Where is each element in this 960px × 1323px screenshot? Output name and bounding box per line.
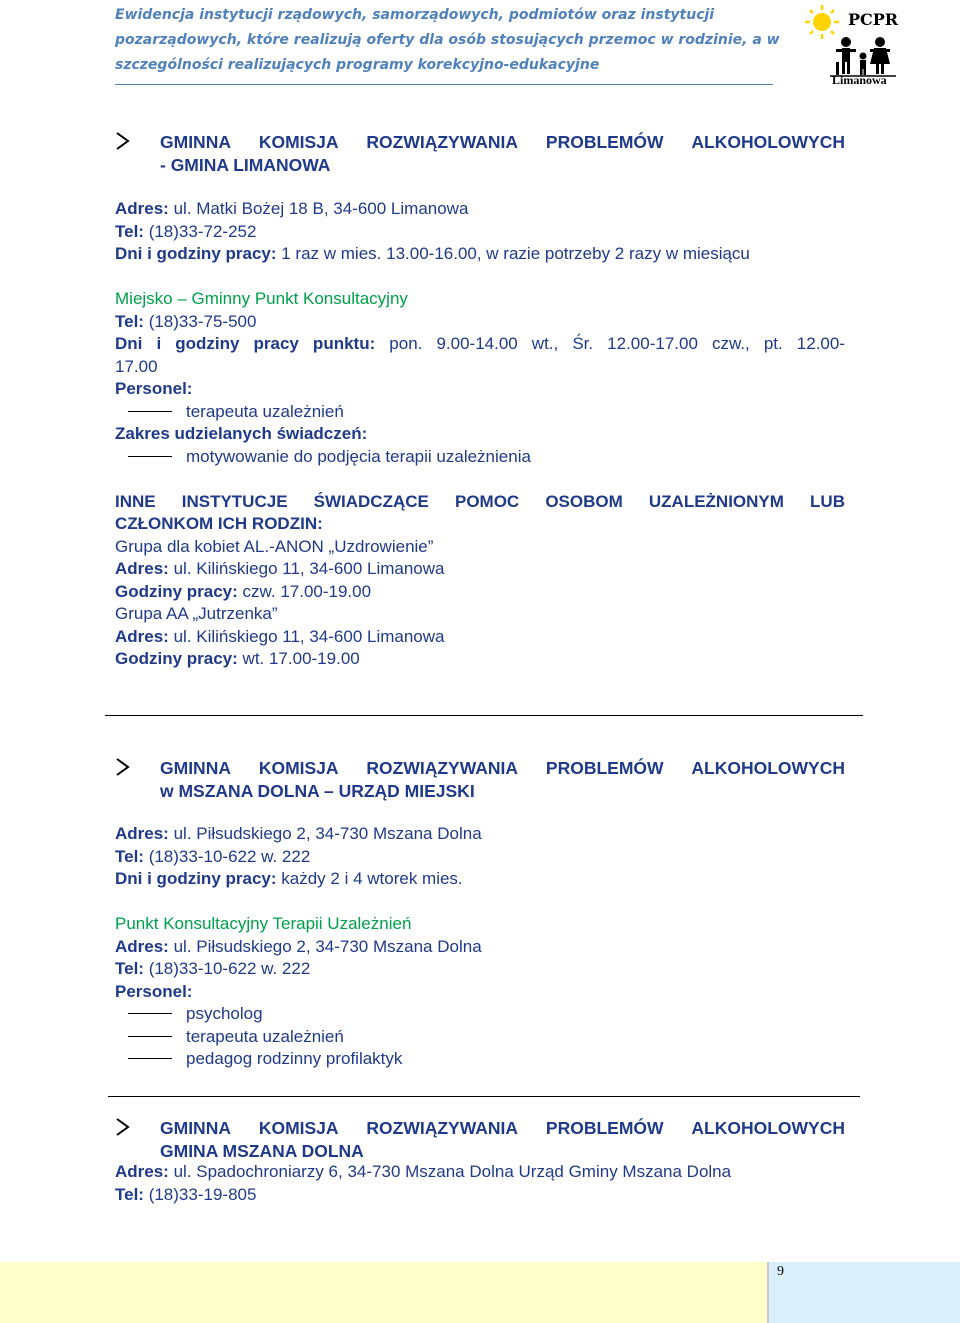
hours-value: 1 raz w mies. 13.00-16.00, w razie potrzeby 2 razy w miesiącu [276,244,750,263]
hours-label: Dni i godziny pracy: [115,244,277,263]
header-line-3: szczególności realizujących programy korekcyjno-edukacyjne [115,57,600,73]
section2-personel-item [128,1048,402,1071]
dash-bullet-icon [128,1058,172,1059]
hours-label: Dni i godziny pracy: [115,869,277,888]
adres-label: Adres: [115,199,169,218]
section2-personel-item [128,1003,263,1026]
punkt-tel-label: Tel: [115,311,144,331]
godziny-label: Godziny pracy: [115,581,238,601]
adres-label: Adres: [115,626,169,646]
section3-heading-line1: GMINNA KOMISJA ROZWIĄZYWANIA PROBLEMÓW ALKOHOLOWYCH [160,1118,845,1138]
punkt-tel-value: (18)33-75-500 [143,311,257,331]
section-divider [105,715,863,716]
hours-value: każdy 2 i 4 wtorek mies. [276,869,463,888]
inne-title-line1: INNE INSTYTUCJE ŚWIADCZĄCE POMOC OSOBOM UZALEŻNIONYM LUB [115,491,845,511]
godziny-label: Godziny pracy: [115,649,238,668]
dash-bullet-icon [128,1036,172,1037]
personel-item-text: psycholog [186,1004,263,1023]
dash-bullet-icon [128,1013,172,1014]
section1-heading-line1: GMINNA KOMISJA ROZWIĄZYWANIA PROBLEMÓW ALKOHOLOWYCH [160,132,845,152]
section1-punkt-hours-cont: 17.00 [115,356,158,376]
grupa2-name: Grupa AA „Jutrzenka” [115,604,278,623]
grupa2-godziny [115,648,360,671]
adres-value: ul. Spadochroniarzy 6, 34-730 Mszana Dolna Urząd Gminy Mszana Dolna [168,1162,732,1181]
pcpr-logo [800,2,900,88]
logo-caption: Limanowa [832,73,887,87]
header-rule [115,84,773,85]
grupa1-adres [115,558,445,581]
section1-hours [115,243,750,266]
section2-hours [115,868,463,891]
section1-heading-line2: - GMINA LIMANOWA [160,154,331,175]
section1-zakres-item [128,446,531,469]
personel-item-text: terapeuta uzależnień [186,401,344,421]
tel-label: Tel: [115,959,144,978]
adres-value: ul. Matki Bożej 18 B, 34-600 Limanowa [168,199,469,218]
section1-personel-label: Personel: [115,379,193,398]
arrow-bullet-icon [115,131,131,151]
tel-value: (18)33-10-622 w. 222 [143,959,311,978]
section2-heading-line1: GMINNA KOMISJA ROZWIĄZYWANIA PROBLEMÓW ALKOHOLOWYCH [160,758,845,778]
section1-adres [115,198,468,221]
punkt-hours-value: pon. 9.00-14.00 wt., Śr. 12.00-17.00 czw., pt. 12.00- [375,334,845,353]
section-divider [108,1096,860,1097]
personel-item-text: pedagog rodzinny profilaktyk [186,1049,403,1068]
section3-adres [115,1161,731,1184]
section2-tel [115,846,310,869]
adres-label: Adres: [115,824,169,843]
footer-page-box [767,1262,960,1323]
section1-personel-item [128,401,344,424]
tel-label: Tel: [115,1184,144,1204]
tel-value: (18)33-72-252 [143,221,257,241]
section2-personel-item [128,1026,344,1049]
adres-value: ul. Kilińskiego 11, 34-600 Limanowa [168,626,445,646]
page-number: 9 [777,1264,784,1279]
inne-title-line2: CZŁONKOM ICH RODZIN: [115,514,323,533]
arrow-bullet-icon [115,1117,131,1137]
section2-heading [115,757,845,803]
tel-value: (18)33-10-622 w. 222 [143,846,311,866]
section3-heading [115,1117,845,1163]
adres-label: Adres: [115,936,169,956]
punkt-hours-label: Dni i godziny pracy punktu: [115,334,376,353]
section1-punkt-title: Miejsko – Gminny Punkt Konsultacyjny [115,289,408,308]
grupa2-adres [115,626,445,649]
section1-zakres-label: Zakres udzielanych świadczeń: [115,424,368,443]
adres-value: ul. Kilińskiego 11, 34-600 Limanowa [168,559,445,578]
header-line-2: pozarządowych, które realizują oferty dla osób stosujących przemoc w rodzinie, a w [115,32,780,48]
adres-label: Adres: [115,1162,169,1181]
zakres-item-text: motywowanie do podjęcia terapii uzależnienia [186,446,531,466]
grupa1-godziny [115,581,371,604]
section2-personel-label: Personel: [115,981,193,1001]
section3-tel [115,1184,256,1207]
section2-heading-line2: w MSZANA DOLNA – URZĄD MIEJSKI [160,780,475,801]
adres-label: Adres: [115,559,169,578]
personel-item-text: terapeuta uzależnień [186,1026,344,1046]
logo-text: PCPR [848,10,899,29]
adres-value: ul. Piłsudskiego 2, 34-730 Mszana Dolna [168,936,482,956]
arrow-bullet-icon [115,757,131,777]
section1-tel [115,221,256,244]
tel-label: Tel: [115,221,144,241]
tel-value: (18)33-19-805 [143,1184,257,1204]
section3-heading-line2: GMINA MSZANA DOLNA [160,1140,364,1161]
section2-adres [115,823,482,846]
section1-heading [115,131,845,177]
section2-punkt-adres [115,936,482,959]
header-line-1: Ewidencja instytucji rządowych, samorządowych, podmiotów oraz instytucji [115,7,715,23]
section2-punkt-tel [115,958,310,981]
dash-bullet-icon [128,456,172,457]
godziny-value: czw. 17.00-19.00 [237,581,372,601]
section1-punkt-hours [115,333,845,356]
section1-punkt-tel [115,311,256,334]
godziny-value: wt. 17.00-19.00 [237,649,360,668]
grupa1-name: Grupa dla kobiet AL.-ANON „Uzdrowienie” [115,536,434,556]
dash-bullet-icon [128,411,172,412]
adres-value: ul. Piłsudskiego 2, 34-730 Mszana Dolna [168,824,482,843]
tel-label: Tel: [115,846,144,866]
section2-punkt-title: Punkt Konsultacyjny Terapii Uzależnień [115,914,412,933]
